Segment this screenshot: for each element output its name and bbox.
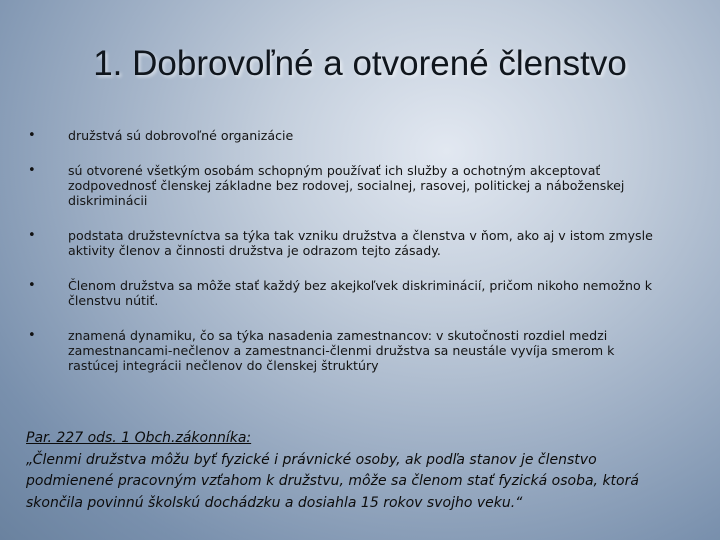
slide-title: 1. Dobrovoľné a otvorené členstvo bbox=[93, 44, 627, 83]
law-quote-line: „Členmi družstva môžu byť fyzické i právnické osoby, ak podľa stanov je členstvo bbox=[26, 451, 597, 468]
bullet-icon: • bbox=[28, 278, 36, 293]
law-quote-line: podmienené pracovným vzťahom k družstvu, môže sa členom stať fyzická osoba, ktorá bbox=[26, 473, 639, 489]
bullet-icon: • bbox=[28, 163, 36, 178]
bullet-text: Členom družstva sa môže stať každý bez akejkoľvek diskriminácií, pričom nikoho nemožno k členstvu nútiť. bbox=[68, 278, 652, 308]
bullet-item bbox=[28, 328, 668, 373]
bullet-text: družstvá sú dobrovoľné organizácie bbox=[68, 128, 294, 143]
bullet-text: znamená dynamiku, čo sa týka nasadenia zamestnancov: v skutočnosti rozdiel medzi zamestnancami-nečlenov a zamestnanci-členmi družstva sa neustále vyvíja smerom k rastúcej integrácii nečlenov do členskej štruktúry bbox=[68, 328, 615, 373]
bullet-icon: • bbox=[28, 328, 36, 343]
bullet-item bbox=[28, 278, 668, 308]
law-quote bbox=[26, 428, 706, 514]
bullet-icon: • bbox=[28, 228, 36, 243]
bullet-item bbox=[28, 128, 668, 143]
bullet-text: sú otvorené všetkým osobám schopným používať ich služby a ochotným akceptovať zodpovednosť členskej základne bez rodovej, socialnej, rasovej, politickej a náboženskej diskriminácii bbox=[68, 163, 625, 208]
bullet-list bbox=[28, 128, 668, 393]
bullet-item bbox=[28, 163, 668, 208]
law-quote-line: skončila povinnú školskú dochádzku a dosiahla 15 rokov svojho veku.“ bbox=[26, 494, 523, 511]
bullet-item bbox=[28, 228, 668, 258]
bullet-text: podstata družstevníctva sa týka tak vzniku družstva a členstva v ňom, ako aj v istom zmysle aktivity členov a činnosti družstva je odrazom tejto zásady. bbox=[68, 228, 653, 258]
law-reference: Par. 227 ods. 1 Obch.zákonníka: bbox=[26, 430, 252, 446]
bullet-icon: • bbox=[28, 128, 36, 143]
